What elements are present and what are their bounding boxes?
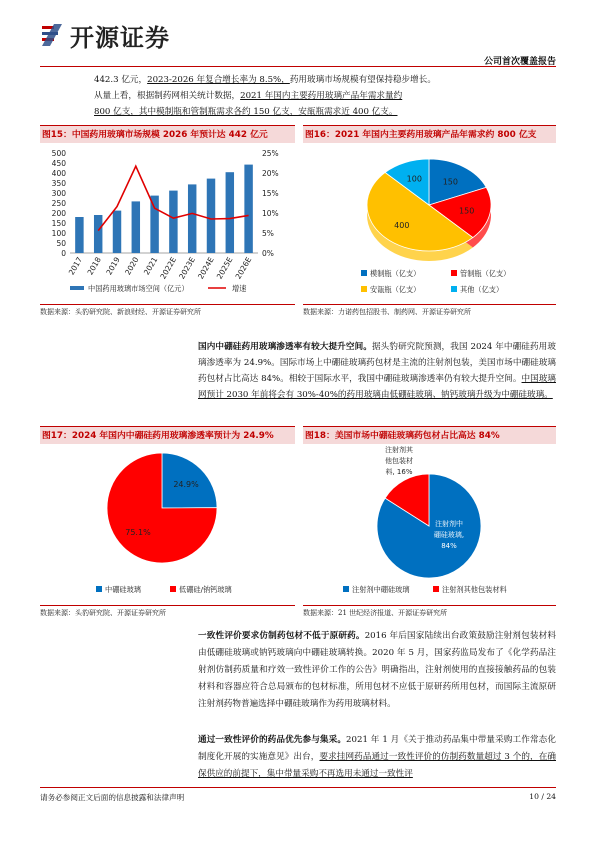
legend-swatch-bar [70,286,84,290]
figure-15-source-divider [40,304,295,305]
y-right-tick-label: 20% [262,169,279,178]
legend-label: 注射剂中硼硅玻璃 [352,585,410,594]
figure-16-title: 图16：2021 年国内主要药用玻璃产品年需求约 800 亿支 [303,125,556,143]
report-type: 公司首次覆盖报告 [483,57,556,67]
y-right-tick-label: 5% [262,229,274,238]
figure-17-title: 图17：2024 年国内中硼硅药用玻璃渗透率预计为 24.9% [40,426,295,444]
legend-swatch [433,586,439,592]
section-penetration [198,339,556,403]
y-left-tick-label: 200 [51,209,66,218]
x-tick-label: 2017 [66,255,85,277]
pie-data-label: 注射剂中 [435,520,463,528]
intro-text-underlined: 800 亿支，其中模制瓶和管制瓶需求各约 150 亿支，安瓿瓶需求近 400 亿支。 [94,107,398,117]
legend-label: 管制瓶（亿支） [460,269,511,278]
figure-18-chart [303,446,556,604]
figure-18-title: 图18：美国市场中硼硅玻璃药包材占比高达 84% [303,426,556,444]
pie-data-label: 150 [459,206,475,216]
footer-divider [40,787,556,788]
section-body-underlined: 中国玻璃网预计 2030 年前将会有 30%-40%的药用玻璃由低硼硅玻璃、钠钙玻璃升级为中硼硅玻璃。 [198,374,556,400]
intro-text-underlined: 2021 年国内主要药用玻璃产品年需求量约 [240,91,403,101]
pie-data-label: 150 [442,177,458,187]
header-divider [40,66,556,67]
figure-18-source-divider [303,605,556,606]
legend-swatch [170,586,176,592]
y-left-tick-label: 250 [51,199,66,208]
legend-swatch [361,270,367,276]
y-right-tick-label: 10% [262,209,279,218]
bar [94,215,102,253]
x-tick-label: 2025E [214,255,235,281]
figure-17-source-divider [40,605,295,606]
section-lead: 通过一致性评价的药品优先参与集采。 [198,735,347,745]
x-tick-label: 2024E [196,255,216,281]
bar [226,172,234,253]
pie-data-label: 料, 16% [385,468,413,476]
figure-16-source-divider [303,304,556,305]
pie-data-label: 75.1% [125,528,151,538]
y-right-tick-label: 15% [262,189,279,198]
legend-swatch [361,286,367,292]
pie-data-label: 他包装材 [385,457,413,465]
legend-swatch [451,270,457,276]
figure-18-source: 数据来源：21 世纪经济报道、开源证券研究所 [303,609,448,617]
legend-label: 注射剂其他包装材料 [442,585,507,594]
y-left-tick-label: 350 [51,179,66,188]
section-consistency [198,628,556,713]
pie-data-label: 100 [406,174,422,184]
bar [169,191,177,253]
bar [150,196,158,253]
footer-disclaimer: 请务必参阅正文后面的信息披露和法律声明 [40,793,185,802]
pie-data-label: 84% [441,542,457,550]
logo-icon [40,22,66,48]
section-procurement [198,732,556,783]
bar [188,184,196,253]
bar [113,211,121,253]
y-right-tick-label: 25% [262,149,279,158]
pie-data-label: 24.9% [173,479,199,489]
section-body: 据头豹研究院预测，我国 2024 年中硼硅药用玻璃渗透率为 24.9%。国际市场上中硼硅玻璃药包材是主流的注射剂包装，美国市场中硼硅玻璃药包材占比高达 84%。相较于国际水平，我国中硼硅玻璃渗透率仍有较大提升空间。 [198,342,556,384]
y-left-tick-label: 400 [51,169,66,178]
figure-17-chart [40,446,295,604]
y-left-tick-label: 100 [51,229,66,238]
x-tick-label: 2021 [141,255,160,277]
bar [244,165,252,253]
legend-swatch [96,586,102,592]
section-body-underlined: 要求挂网药品通过一致性评价的仿制药数量超过 3 个的，在确保供应的前提下，集中带量采购不再选用未通过一致性评 [198,752,556,779]
legend-label: 模制瓶（亿支） [370,269,421,278]
figure-15-chart [40,145,295,303]
y-left-tick-label: 500 [51,149,66,158]
bar [75,217,83,253]
pie-data-label: 注射剂其 [385,446,413,454]
figure-16-source: 数据来源：力诺药包招股书、制药网、开源证券研究所 [303,308,471,316]
legend-swatch [343,586,349,592]
y-right-tick-label: 0% [262,249,274,258]
y-left-tick-label: 50 [56,239,66,248]
legend-label: 其他（亿支） [460,285,504,294]
intro-paragraph [94,72,556,120]
section-body: 2016 年后国家陆续出台政策鼓励注射剂包装材料由低硼硅玻璃或钠钙玻璃向中硼硅玻璃转换。2020 年 5 月，国家药监局发布了《化学药品注射剂仿制药质量和疗效一致性评价工作的公告》明确指出，注射剂使用的直接接触药品的包装材料和容器应符合总局颁布的包材标准，所用包材不应低于原研药所用包材，而国际主流原研注射剂药物普遍选择中硼硅玻璃作为药用玻璃材料。 [198,631,556,709]
y-left-tick-label: 450 [51,159,66,168]
figure-17-source: 数据来源：头豹研究院、开源证券研究所 [40,609,166,617]
section-lead: 一致性评价要求仿制药包材不低于原研药。 [198,631,365,641]
intro-text: 药用玻璃市场规模有望保持稳步增长。 [289,75,436,85]
x-tick-label: 2019 [104,255,122,277]
figure-15-title: 图15：中国药用玻璃市场规模 2026 年预计达 442 亿元 [40,125,295,143]
page-number: 10 / 24 [529,792,556,801]
section-lead: 国内中硼硅药用玻璃渗透率有较大提升空间。 [198,342,372,352]
y-left-tick-label: 300 [51,189,66,198]
pie-data-label: 硼硅玻璃, [433,531,465,539]
y-left-tick-label: 0 [61,249,66,258]
legend-swatch [451,286,457,292]
x-tick-label: 2023E [177,255,197,281]
figure-16-chart [303,145,556,303]
intro-text: 从量上看，根据制药网相关统计数据， [94,91,241,101]
y-left-tick-label: 150 [51,219,66,228]
intro-text-underlined: 2023-2026 年复合增长率为 8.5%， [147,75,290,85]
bar [132,201,140,253]
intro-text: 442.3 亿元， [94,75,148,85]
x-tick-label: 2022E [158,255,179,281]
pie-data-label: 400 [394,221,410,231]
section-body: 2021 年 1 月《关于推动药品集中带量采购工作常态化制度化开展的实施意见》出台， [198,735,556,762]
figure-15-source: 数据来源：头豹研究院、新浪财经、开源证券研究所 [40,308,201,316]
legend-label: 中硼硅玻璃 [105,585,141,594]
x-tick-label: 2026E [233,255,254,281]
legend-label: 增速 [232,284,247,293]
x-tick-label: 2020 [123,255,141,277]
legend-label: 低硼硅/钠钙玻璃 [179,585,232,594]
bar [207,179,215,253]
x-tick-label: 2018 [85,255,103,277]
legend-label: 中国药用玻璃市场空间（亿元） [88,284,189,293]
company-logo-text: 开源证券 [70,24,170,52]
legend-label: 安瓿瓶（亿支） [370,285,421,294]
